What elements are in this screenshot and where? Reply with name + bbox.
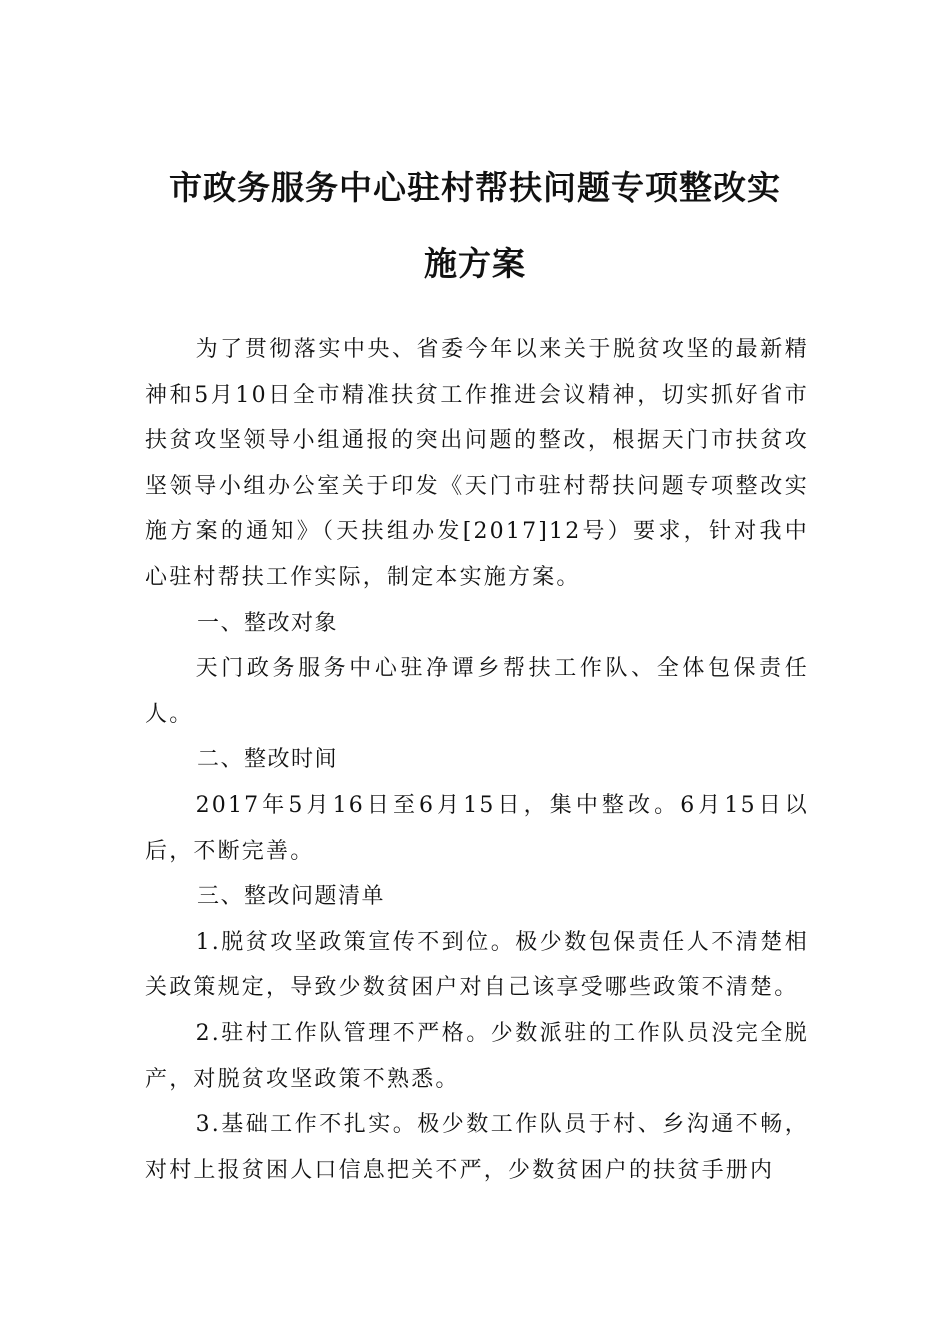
issue-item: 2.驻村工作队管理不严格。少数派驻的工作队员没完全脱产，对脱贫攻坚政策不熟悉。 [145, 1020, 809, 1092]
section-heading-target: 一、整改对象 [197, 610, 339, 636]
document-body [145, 327, 809, 1193]
issue-item: 3.基础工作不扎实。极少数工作队员于村、乡沟通不畅，对村上报贫困人口信息把关不严，少数贫困户的扶贫手册内 [145, 1112, 809, 1183]
section-paragraph: 2017年5月16日至6月15日，集中整改。6月15日以后，不断完善。 [145, 792, 809, 864]
section-heading-time: 二、整改时间 [197, 747, 339, 773]
section-paragraph: 天门政务服务中心驻净谭乡帮扶工作队、全体包保责任人。 [145, 656, 809, 727]
intro-paragraph: 为了贯彻落实中央、省委今年以来关于脱贫攻坚的最新精神和5月10日全市精准扶贫工作推进会议精神，切实抓好省市扶贫攻坚领导小组通报的突出问题的整改，根据天门市扶贫攻坚领导小组办公室关于印发《天门市驻村帮扶问题专项整改实施方案的通知》（天扶组办发[2017]12号）要求，针对我中心驻村帮扶工作实际，制定本实施方案。 [145, 337, 809, 590]
issue-item: 1.脱贫攻坚政策宣传不到位。极少数包保责任人不清楚相关政策规定，导致少数贫困户对自己该享受哪些政策不清楚。 [145, 929, 809, 1001]
title-line-2: 施方案 [424, 244, 526, 283]
document-title [145, 150, 805, 302]
section-heading-issues: 三、整改问题清单 [197, 884, 386, 910]
title-line-1: 市政务服务中心驻村帮扶问题专项整改实 [169, 168, 781, 207]
